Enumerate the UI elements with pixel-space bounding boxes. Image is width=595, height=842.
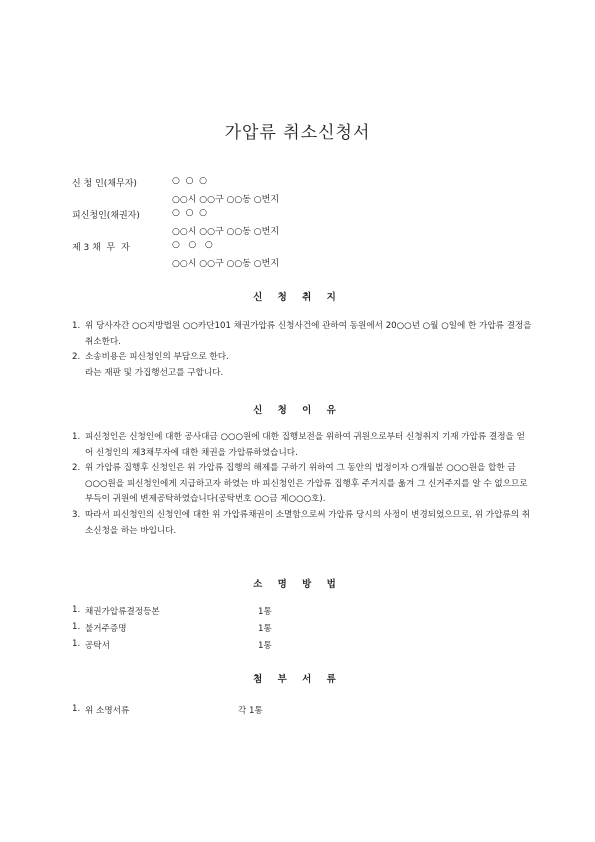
closing-text: 라는 재판 및 가집행선고를 구합니다. (85, 367, 224, 378)
list-item (72, 350, 532, 366)
purpose-body (72, 319, 532, 381)
item-number: 1. (72, 622, 81, 632)
item-text: 따라서 피신청인의 신청인에 대한 위 가압류채권이 소멸함으로써 가압류 당시의 사정이 변경되었으므로, 위 가압류의 취소신청을 하는 바입니다. (85, 509, 531, 536)
item-number: 2. (72, 463, 81, 474)
section-heading-attachments: 첨 부 서 류 (253, 674, 342, 685)
item-number: 2. (72, 352, 81, 363)
item-number: 3. (72, 509, 81, 520)
item-text: 위 당사자간 ○○지방법원 ○○카단101 채권가압류 신청사건에 관하여 동원에서 20○○년 ○월 ○일에 한 가압류 결정을 취소한다. (85, 321, 532, 347)
section-heading-purpose: 신 청 취 지 (253, 292, 342, 303)
list-item (72, 319, 532, 350)
item-text: 소송비용은 피신청인의 부담으로 한다. (85, 352, 229, 363)
party-address: ○○시 ○○구 ○○동 ○번지 (172, 227, 280, 237)
party-label: 신 청 인(채무자) (72, 179, 137, 189)
item-number: 1. (72, 321, 81, 331)
list-item (72, 461, 532, 508)
list-item (72, 430, 532, 461)
section-heading-evidence: 소 명 방 법 (253, 579, 342, 590)
item-number: 1. (72, 605, 81, 615)
party-label: 제 3 채 무 자 (72, 243, 130, 253)
item-number: 1. (72, 704, 81, 714)
evidence-qty: 1통 (258, 624, 272, 634)
evidence-qty: 1통 (258, 641, 272, 651)
section-heading-reasons: 신 청 이 유 (253, 405, 342, 416)
evidence-name: 채권가압류결정등본 (85, 607, 160, 617)
party-address: ○○시 ○○구 ○○동 ○번지 (172, 195, 280, 205)
attachment-name: 위 소명서류 (85, 706, 130, 716)
item-text: 위 가압류 집행후 신청인은 위 가압류 집행의 해제를 구하기 위하여 그 동안의 법정이자 ○개월분 ○○○원을 합한 금 ○○○원을 피신청인에게 지급하고자 하였는 바 피신청인은 가압류 집행후 주거지를 옮겨 그 신거주지를 알 수 없으므로 부득이 귀원에 변제공탁하였습니다(공탁번호 ○○금 제○○○호). (85, 463, 528, 505)
item-text: 피신청인은 신청인에 대한 공사대금 ○○○원에 대한 집행보전을 위하여 귀원으로부터 신청취지 기재 가압류 결정을 얻어 신청인의 제3채무자에 대한 채권을 가압류하였습니다. (85, 432, 525, 458)
evidence-qty: 1통 (258, 607, 272, 617)
list-item (72, 508, 532, 539)
item-number: 1. (72, 432, 81, 442)
evidence-name: 불거주증명 (85, 624, 127, 634)
item-number: 1. (72, 639, 81, 649)
party-address: ○○시 ○○구 ○○동 ○번지 (172, 259, 280, 269)
party-name: ○ ○ ○ (172, 208, 208, 218)
reasons-body (72, 430, 532, 539)
party-name: ○ ○ ○ (172, 240, 213, 250)
closing-line (72, 366, 532, 382)
document-title: 가압류 취소신청서 (224, 123, 371, 143)
party-label: 피신청인(채권자) (72, 211, 140, 221)
evidence-name: 공탁서 (85, 641, 110, 651)
party-name: ○ ○ ○ (172, 176, 208, 186)
attachment-qty: 각 1통 (238, 706, 263, 716)
